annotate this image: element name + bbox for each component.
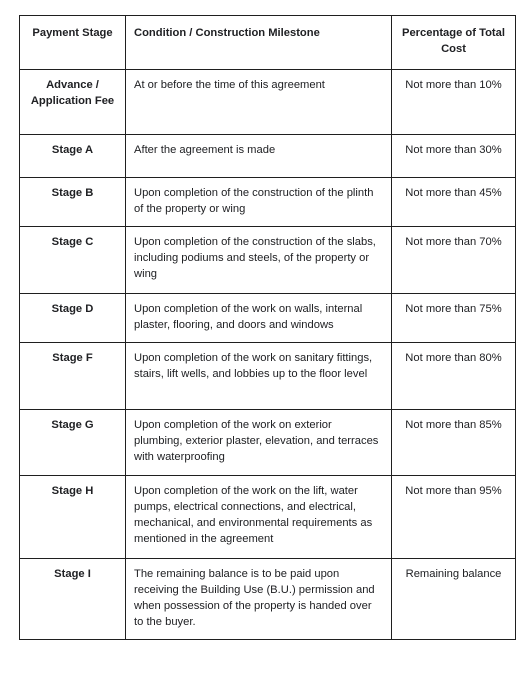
percentage-cell: Not more than 70% bbox=[392, 227, 516, 294]
payment-schedule-table bbox=[19, 15, 516, 640]
table-row bbox=[20, 559, 516, 640]
stage-cell: Stage C bbox=[20, 227, 126, 294]
percentage-cell: Not more than 85% bbox=[392, 410, 516, 476]
condition-cell: Upon completion of the work on sanitary fittings, stairs, lift wells, and lobbies up to the floor level bbox=[126, 343, 392, 410]
percentage-cell: Not more than 95% bbox=[392, 476, 516, 559]
percentage-cell: Not more than 30% bbox=[392, 135, 516, 178]
table-row bbox=[20, 70, 516, 135]
table-row bbox=[20, 227, 516, 294]
header-condition-milestone: Condition / Construction Milestone bbox=[126, 16, 392, 70]
table-row bbox=[20, 476, 516, 559]
condition-cell: Upon completion of the construction of the plinth of the property or wing bbox=[126, 178, 392, 227]
stage-cell: Stage F bbox=[20, 343, 126, 410]
table-row bbox=[20, 343, 516, 410]
header-percentage-total-cost: Percentage of Total Cost bbox=[392, 16, 516, 70]
condition-cell: Upon completion of the work on exterior plumbing, exterior plaster, elevation, and terraces with waterproofing bbox=[126, 410, 392, 476]
percentage-cell: Not more than 45% bbox=[392, 178, 516, 227]
stage-cell: Stage G bbox=[20, 410, 126, 476]
condition-cell: The remaining balance is to be paid upon receiving the Building Use (B.U.) permission and when possession of the property is handed over to the buyer. bbox=[126, 559, 392, 640]
condition-cell: Upon completion of the construction of the slabs, including podiums and steels, of the property or wing bbox=[126, 227, 392, 294]
table-header-row bbox=[20, 16, 516, 70]
condition-cell: Upon completion of the work on the lift, water pumps, electrical connections, and electrical, mechanical, and environmental requirements as mentioned in the agreement bbox=[126, 476, 392, 559]
percentage-cell: Not more than 10% bbox=[392, 70, 516, 135]
header-payment-stage: Payment Stage bbox=[20, 16, 126, 70]
percentage-cell: Remaining balance bbox=[392, 559, 516, 640]
table-row bbox=[20, 294, 516, 343]
percentage-cell: Not more than 80% bbox=[392, 343, 516, 410]
stage-cell: Stage I bbox=[20, 559, 126, 640]
table-row bbox=[20, 410, 516, 476]
stage-cell: Stage D bbox=[20, 294, 126, 343]
percentage-cell: Not more than 75% bbox=[392, 294, 516, 343]
stage-cell: Stage B bbox=[20, 178, 126, 227]
condition-cell: Upon completion of the work on walls, internal plaster, flooring, and doors and windows bbox=[126, 294, 392, 343]
payment-schedule-table-container bbox=[19, 15, 515, 640]
stage-cell: Advance / Application Fee bbox=[20, 70, 126, 135]
stage-cell: Stage H bbox=[20, 476, 126, 559]
stage-cell: Stage A bbox=[20, 135, 126, 178]
table-row bbox=[20, 178, 516, 227]
table-row bbox=[20, 135, 516, 178]
condition-cell: After the agreement is made bbox=[126, 135, 392, 178]
condition-cell: At or before the time of this agreement bbox=[126, 70, 392, 135]
